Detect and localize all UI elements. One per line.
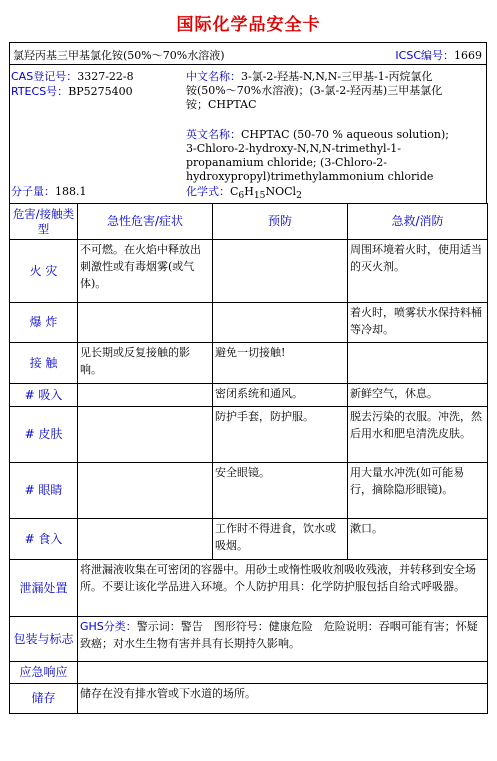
table-row	[10, 407, 488, 463]
formula-sub: 2	[296, 190, 302, 202]
table-row	[10, 303, 488, 343]
packaging-row	[10, 617, 488, 662]
row-hazard	[78, 463, 213, 519]
row-firstaid: 周围环境着火时，使用适当的灭火剂。	[348, 240, 488, 303]
header-prevention: 预防	[213, 204, 348, 240]
cas-number	[11, 70, 134, 84]
table-row	[10, 240, 488, 303]
chemical-name: 氯羟丙基三甲基氯化铵(50%～70%水溶液)	[13, 49, 225, 62]
formula-sub: 15	[253, 190, 266, 202]
row-hazard	[78, 384, 213, 407]
header-hazard: 急性危害/症状	[78, 204, 213, 240]
cas-value: 3327-22-8	[77, 70, 134, 83]
table-row	[10, 343, 488, 384]
table-header-row	[10, 204, 488, 240]
en-line: CHPTAC (50-70 % aqueous solution);	[241, 128, 450, 141]
identification-block	[9, 64, 487, 204]
row-firstaid: 用大量水冲洗(如可能易行，摘除隐形眼镜)。	[348, 463, 488, 519]
rtecs-number	[11, 85, 133, 99]
spill-text: 将泄漏液收集在可密闭的容器中。用砂土或惰性吸收剂吸收残液，并转移到安全场所。不要让该化学品进入环境。个人防护用具：化学防护服包括自给式呼吸器。	[78, 560, 488, 617]
row-hazard	[78, 407, 213, 463]
cas-label: CAS登记号：	[11, 70, 78, 83]
row-firstaid: 漱口。	[348, 519, 488, 560]
spill-row	[10, 560, 488, 617]
row-label: # 食入	[10, 519, 78, 560]
row-prevention: 工作时不得进食，饮水或吸烟。	[213, 519, 348, 560]
emergency-label: 应急响应	[10, 662, 78, 684]
spill-label: 泄漏处置	[10, 560, 78, 617]
english-name	[186, 128, 486, 184]
card-title: 国际化学品安全卡	[176, 15, 321, 35]
chinese-name	[186, 70, 486, 112]
storage-row	[10, 684, 488, 714]
packaging-label: 包装与标志	[10, 617, 78, 662]
row-prevention: 防护手套，防护服。	[213, 407, 348, 463]
formula-label: 化学式：	[186, 185, 230, 198]
storage-label: 储存	[10, 684, 78, 714]
row-hazard	[78, 519, 213, 560]
rtecs-value: BP5275400	[68, 85, 133, 98]
row-firstaid: 脱去污染的衣服。冲洗，然后用水和肥皂清洗皮肤。	[348, 407, 488, 463]
row-firstaid: 着火时，喷雾状水保持料桶等冷却。	[348, 303, 488, 343]
ghs-label: GHS分类：	[80, 620, 137, 633]
header-firstaid: 急救/消防	[348, 204, 488, 240]
row-hazard: 不可燃。在火焰中释放出刺激性或有毒烟雾(或气体)。	[78, 240, 213, 303]
icsc-number	[395, 47, 482, 63]
formula-part: NOCl	[265, 185, 297, 198]
row-prevention	[213, 303, 348, 343]
name-row	[9, 42, 487, 65]
row-label: # 皮肤	[10, 407, 78, 463]
mw-value: 188.1	[55, 185, 87, 198]
header-type: 危害/接触类型	[10, 204, 78, 240]
packaging-content	[78, 617, 488, 662]
table-row	[10, 384, 488, 407]
en-label: 英文名称：	[186, 128, 241, 141]
emergency-text	[78, 662, 488, 684]
mw-label: 分子量：	[11, 185, 55, 198]
chemical-formula	[186, 185, 302, 203]
en-line: hydroxypropyl)trimethylammonium chloride	[186, 170, 434, 183]
row-prevention: 密闭系统和通风。	[213, 384, 348, 407]
packaging-text: 警示词：警告 图形符号：健康危险 危险说明：吞咽可能有害；怀疑致癌；对水生生物有害并具有长期持久影响。	[80, 620, 478, 650]
cn-label: 中文名称：	[186, 70, 241, 83]
storage-text: 储存在没有排水管或下水道的场所。	[78, 684, 488, 714]
formula-sub: 6	[238, 190, 245, 202]
emergency-row	[10, 662, 488, 684]
row-prevention	[213, 240, 348, 303]
cn-line: 铵；CHPTAC	[186, 98, 257, 111]
icsc-value: 1669	[454, 49, 482, 62]
en-line: propanamium chloride; (3-Chloro-2-	[186, 156, 388, 169]
row-label: 接 触	[10, 343, 78, 384]
hazard-table	[9, 203, 488, 714]
table-row	[10, 519, 488, 560]
row-label: 爆 炸	[10, 303, 78, 343]
formula-part: C	[230, 185, 239, 198]
row-hazard	[78, 303, 213, 343]
row-label: 火 灾	[10, 240, 78, 303]
row-label: # 吸入	[10, 384, 78, 407]
row-firstaid: 新鲜空气，休息。	[348, 384, 488, 407]
cn-line: 3-氯-2-羟基-N,N,N-三甲基-1-丙烷氯化	[241, 70, 433, 83]
row-prevention: 避免一切接触!	[213, 343, 348, 384]
rtecs-label: RTECS号：	[11, 85, 69, 98]
icsc-label: ICSC编号：	[395, 49, 454, 62]
molecular-weight	[11, 185, 87, 199]
cn-line: 铵(50%～70%水溶液)；(3-氯-2-羟丙基)三甲基氯化	[186, 84, 443, 97]
en-line: 3-Chloro-2-hydroxy-N,N,N-trimethyl-1-	[186, 142, 402, 155]
formula-part: H	[244, 185, 254, 198]
row-firstaid	[348, 343, 488, 384]
table-row	[10, 463, 488, 519]
row-hazard: 见长期或反复接触的影响。	[78, 343, 213, 384]
row-label: # 眼睛	[10, 463, 78, 519]
row-prevention: 安全眼镜。	[213, 463, 348, 519]
